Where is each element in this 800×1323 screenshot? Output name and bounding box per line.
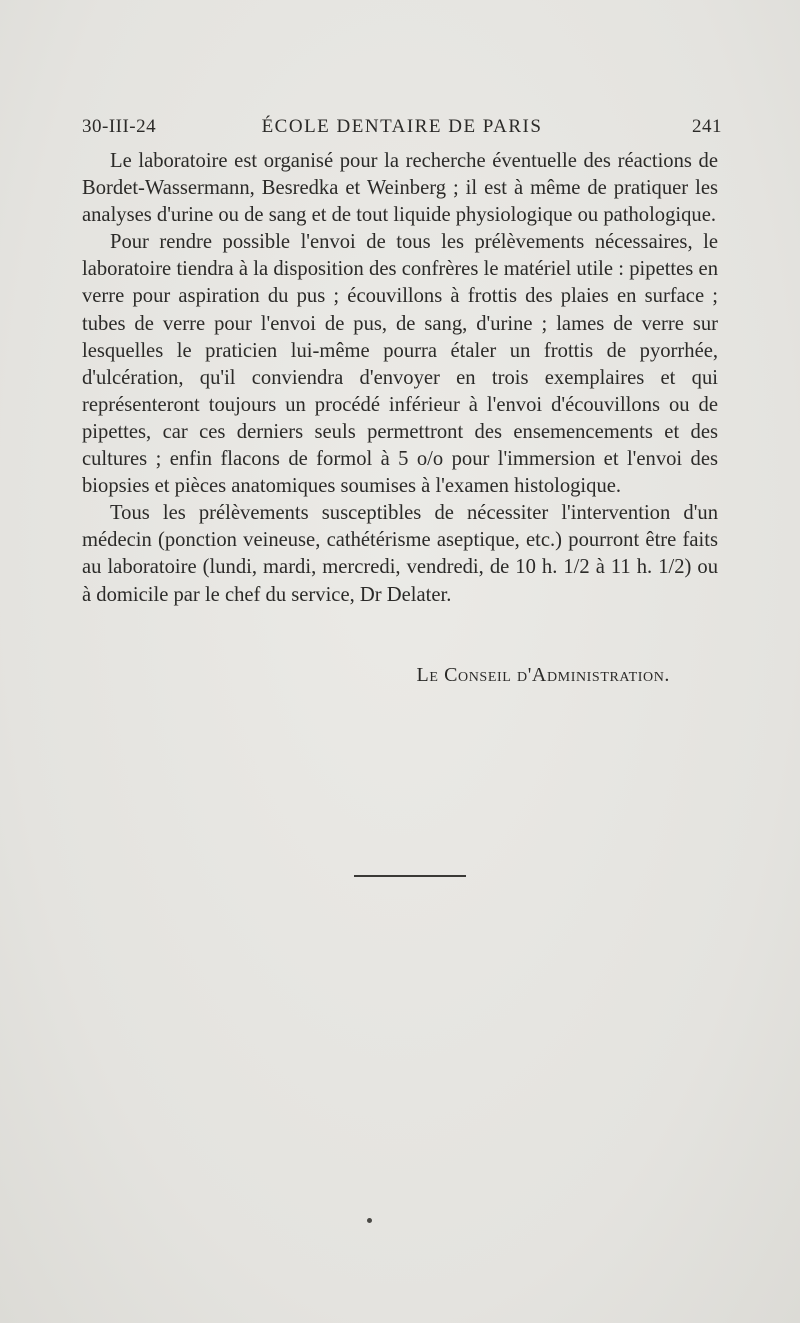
section-divider: [354, 875, 466, 877]
header-title: ÉCOLE DENTAIRE DE PARIS: [261, 116, 543, 137]
header-date: 30-III-24: [82, 116, 157, 137]
paragraph-interventions: Tous les prélèvements susceptibles de nécessiter l'intervention d'un médecin (ponction veineuse, cathétérisme aseptique, etc.) pourront être faits au laboratoire (lundi, mardi, mercredi, vendredi, de 10 h. 1/2 à 11 h. 1/2) ou à domicile par le chef du service, Dr Delater.: [82, 502, 718, 606]
article-body: [82, 148, 718, 609]
paragraph-laboratory: Le laboratoire est organisé pour la recherche éventuelle des réactions de Bordet-Wassermann, Besredka et Weinberg ; il est à même de pratiquer les analyses d'urine ou de sang et de tout liquide physiologique ou pathologique.: [82, 150, 718, 227]
header-page-number: 241: [692, 116, 722, 137]
paragraph-materials: Pour rendre possible l'envoi de tous les prélèvements nécessaires, le laboratoire tiendra à la disposition des confrères le matériel utile : pipettes en verre pour aspiration du pus ; écouvillons à frottis des plaies en surface ; tubes de verre pour l'envoi de pus, de sang, d'urine ; lames de verre sur lesquelles le praticien lui-même pourra étaler un frottis de pyorrhée, d'ulcération, qu'il conviendra d'envoyer en trois exemplaires et qui représenteront toujours un procédé inférieur à l'envoi d'écouvillons ou de pipettes, car ces derniers seuls permettront des ensemencements et des cultures ; enfin flacons de formol à 5 o/o pour l'immersion et l'envoi des biopsies et pièces anatomiques soumises à l'examen histologique.: [82, 231, 718, 498]
running-header: [82, 116, 722, 142]
signature: Le Conseil d'Administration.: [416, 664, 670, 686]
ink-dot: [367, 1218, 372, 1223]
